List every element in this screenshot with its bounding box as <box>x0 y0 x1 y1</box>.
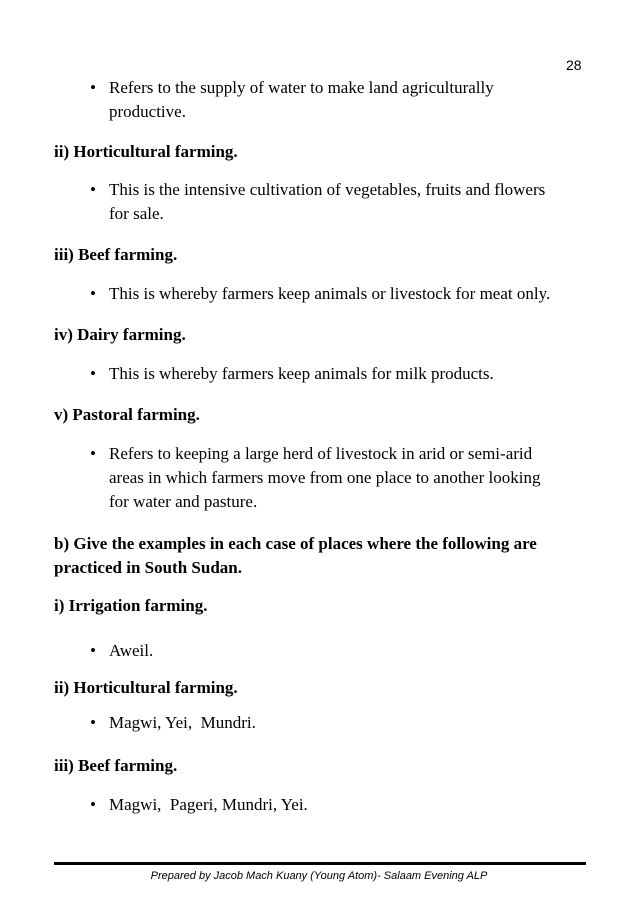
bullet-icon: • <box>90 180 96 199</box>
bullet-icon: • <box>90 444 96 463</box>
list-item <box>86 76 494 124</box>
page-number: 28 <box>566 57 582 73</box>
bullet-icon: • <box>90 641 96 660</box>
list-item-line: Refers to the supply of water to make land agriculturally <box>109 78 494 97</box>
list-item <box>86 711 256 735</box>
list-item-line: for sale. <box>109 204 164 223</box>
list-item <box>86 362 494 386</box>
section-heading: i) Irrigation farming. <box>54 596 208 615</box>
list-item-line: Aweil. <box>109 641 154 660</box>
bullet-icon: • <box>90 78 96 97</box>
list-item-line: Magwi, Pageri, Mundri, Yei. <box>109 795 308 814</box>
section-heading: iii) Beef farming. <box>54 756 178 775</box>
page-footer: Prepared by Jacob Mach Kuany (Young Atom)- Salaam Evening ALP <box>150 870 488 882</box>
question-heading <box>54 532 537 580</box>
list-item <box>86 639 153 663</box>
section-heading: iii) Beef farming. <box>54 245 178 264</box>
list-item-line: This is whereby farmers keep animals or livestock for meat only. <box>109 284 551 303</box>
section-heading: ii) Horticultural farming. <box>54 678 238 697</box>
list-item <box>86 442 540 514</box>
list-item-line: This is whereby farmers keep animals for milk products. <box>109 364 494 383</box>
list-item <box>86 793 308 817</box>
bullet-icon: • <box>90 364 96 383</box>
question-heading-line: b) Give the examples in each case of places where the following are <box>54 534 537 553</box>
section-heading: iv) Dairy farming. <box>54 325 186 344</box>
list-item <box>86 282 550 306</box>
list-item <box>86 178 545 226</box>
question-heading-line: practiced in South Sudan. <box>54 558 242 577</box>
list-item-line: This is the intensive cultivation of vegetables, fruits and flowers <box>109 180 546 199</box>
bullet-icon: • <box>90 795 96 814</box>
list-item-line: for water and pasture. <box>109 492 258 511</box>
list-item-line: Refers to keeping a large herd of livestock in arid or semi-arid <box>109 444 533 463</box>
list-item-line: Magwi, Yei, Mundri. <box>109 713 256 732</box>
bullet-icon: • <box>90 284 96 303</box>
footer-divider <box>54 862 586 865</box>
section-heading: v) Pastoral farming. <box>54 405 200 424</box>
section-heading: ii) Horticultural farming. <box>54 142 238 161</box>
list-item-line: productive. <box>109 102 186 121</box>
list-item-line: areas in which farmers move from one place to another looking <box>109 468 541 487</box>
bullet-icon: • <box>90 713 96 732</box>
